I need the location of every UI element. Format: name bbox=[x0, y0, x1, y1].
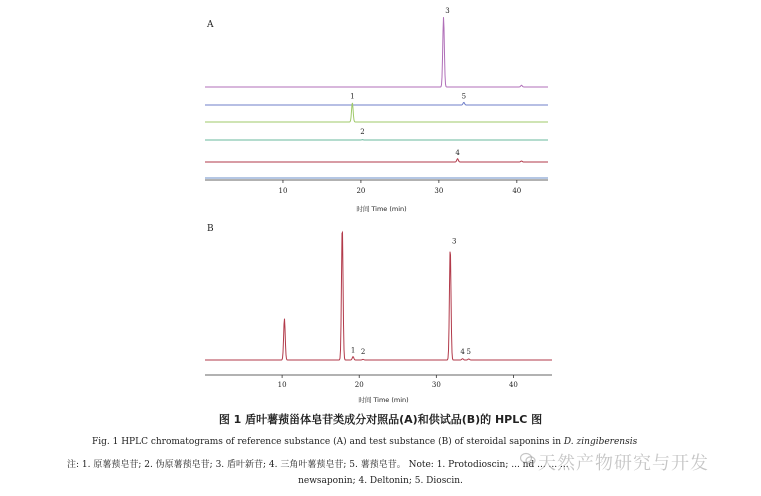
note-line-1: 注: 1. 原薯蓣皂苷; 2. 伪原薯蓣皂苷; 3. 盾叶新苷; 4. 三角叶薯蓣皂苷; 5. 薯蓣皂苷。 Note: 1. Protodioscin; ... nd ... ... ... bbox=[67, 460, 569, 470]
peak-label-B-5: 5 bbox=[466, 348, 471, 356]
x-axis-label-B: 时间 Time (min) bbox=[358, 396, 409, 404]
x-tick-label-A-20: 20 bbox=[356, 187, 366, 195]
note-line-2: newsaponin; 4. Deltonin; 5. Dioscin. bbox=[298, 476, 463, 486]
x-tick-label-B-30: 30 bbox=[431, 381, 441, 389]
peak-label-B-3: 3 bbox=[451, 237, 457, 246]
peak-label-B-2: 2 bbox=[360, 348, 366, 356]
x-tick-label-A-40: 40 bbox=[512, 187, 522, 195]
trace-A-2 bbox=[205, 102, 548, 105]
peak-label-A-5: 5 bbox=[461, 92, 467, 101]
trace-A-1 bbox=[205, 17, 548, 87]
figure-caption-en-prefix: Fig. 1 HPLC chromatograms of reference substance (A) and test substance (B) of steroidal saponins in bbox=[92, 437, 564, 447]
peak-label-B-1: 1 bbox=[350, 346, 356, 355]
figure-caption-cn: 图 1 盾叶薯蓣甾体皂苷类成分对照品(A)和供试品(B)的 HPLC 图 bbox=[218, 413, 543, 426]
x-tick-label-B-10: 10 bbox=[277, 381, 287, 389]
x-tick-label-A-10: 10 bbox=[278, 187, 288, 195]
x-axis-label-A: 时间 Time (min) bbox=[356, 205, 407, 213]
panel-label-B: B bbox=[207, 224, 214, 234]
peak-label-A-3: 3 bbox=[445, 7, 450, 15]
figure-caption-en bbox=[92, 437, 637, 447]
peak-label-A-4: 4 bbox=[455, 148, 460, 157]
trace-A-5 bbox=[205, 159, 548, 162]
peak-label-A-2: 2 bbox=[360, 128, 365, 136]
trace-B-1 bbox=[205, 232, 552, 360]
panel-label-A: A bbox=[207, 20, 214, 30]
watermark: 天然产物研究与开发 bbox=[538, 453, 709, 474]
wechat-icon bbox=[520, 452, 536, 466]
x-tick-label-B-40: 40 bbox=[508, 381, 518, 389]
x-tick-label-A-30: 30 bbox=[434, 187, 444, 195]
peak-label-A-1: 1 bbox=[350, 92, 355, 101]
figure-caption-en-species: D. zingiberensis bbox=[563, 437, 638, 447]
x-tick-label-B-20: 20 bbox=[354, 381, 364, 389]
trace-A-3 bbox=[205, 103, 548, 122]
peak-label-B-4: 4 bbox=[460, 348, 465, 356]
